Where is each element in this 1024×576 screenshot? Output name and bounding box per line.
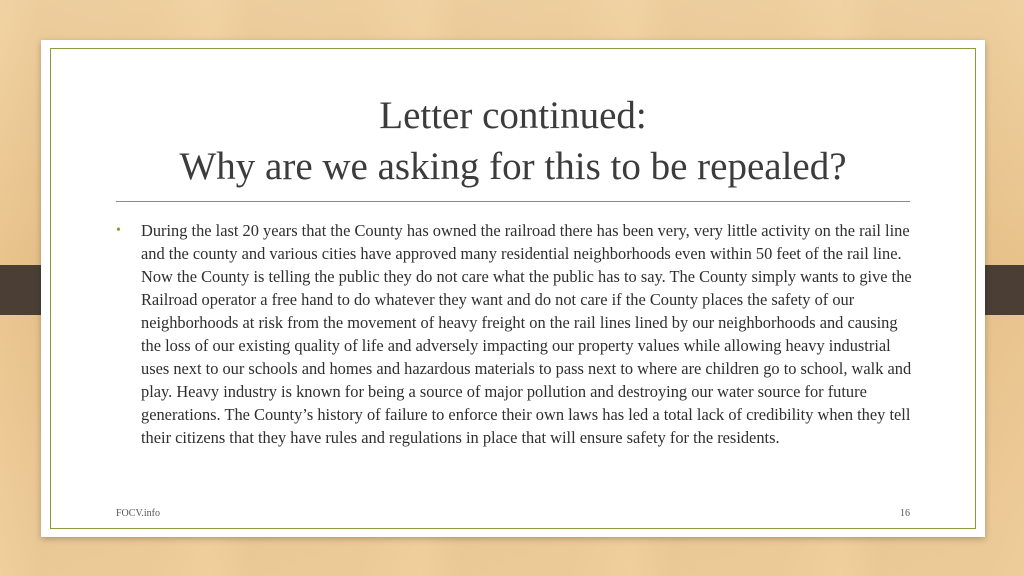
footer-website: FOCV.info — [116, 508, 160, 519]
slide-title-line-1: Letter continued: — [379, 94, 647, 137]
slide-card — [41, 40, 985, 537]
body-bullet-list — [116, 219, 916, 449]
slide-title-line-2: Why are we asking for this to be repealed? — [179, 145, 847, 188]
slide-number: 16 — [900, 508, 910, 519]
bullet-text: During the last 20 years that the County has owned the railroad there has been very, very little activity on the rail line and the county and various cities have approved many residential neighborhoods even within 50 feet of the rail line. Now the County is telling the public they do not care what the public has to say. The County simply wants to give the Railroad operator a free hand to do whatever they want and do not care if the County places the safety of our neighborhoods at risk from the movement of heavy freight on the rail lines lined by our neighborhoods and causing the loss of our existing quality of life and adversely impacting our property values while allowing heavy industrial uses next to our schools and homes and hazardous materials to pass next to where are children go to school, walk and play. Heavy industry is known for being a source of major pollution and destroying our water source for future generations. The County’s history of failure to enforce their own laws has led a total lack of credibility when they tell their citizens that they have rules and regulations in place that will ensure safety for the residents. — [141, 221, 912, 447]
bullet-item — [116, 219, 916, 449]
bullet-icon: • — [116, 223, 121, 238]
title-divider — [116, 201, 910, 202]
slide-title — [41, 90, 985, 192]
